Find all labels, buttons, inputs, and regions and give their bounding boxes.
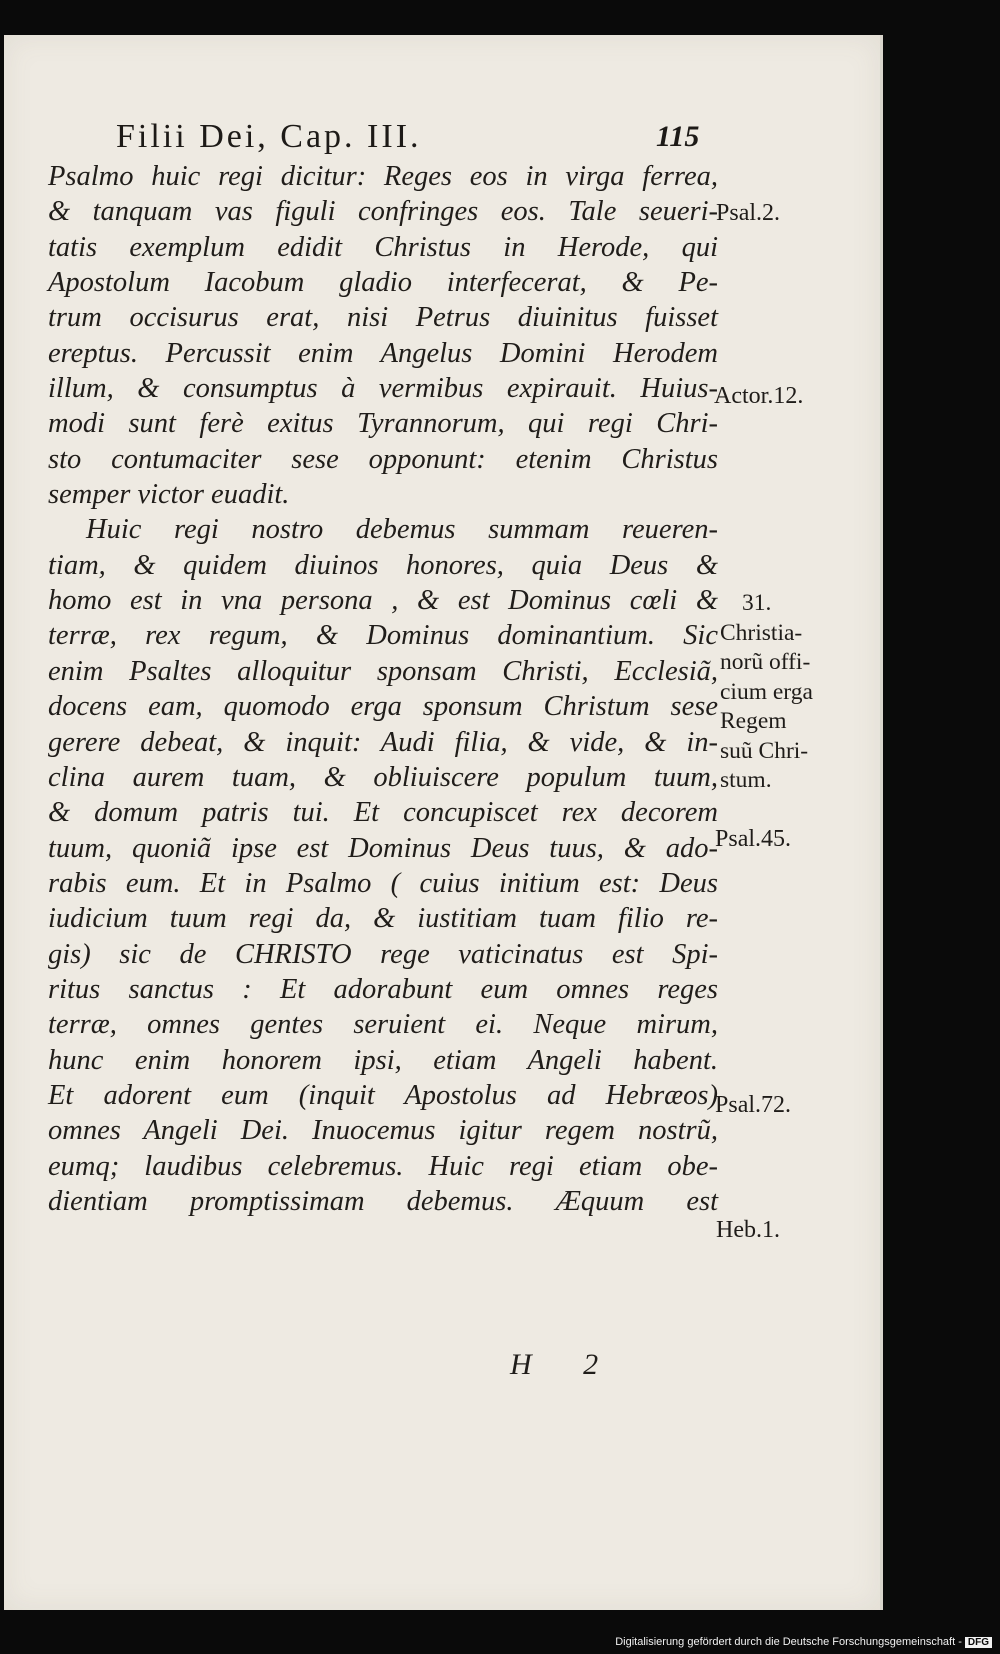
text-line: Apostolum Iacobum gladio interfecerat, & Pe-: [48, 267, 718, 299]
text-line: ereptus. Percussit enim Angelus Domini Herodem: [48, 337, 718, 369]
text-line: terræ, omnes gentes seruient ei. Neque mirum,: [48, 1009, 718, 1041]
text-line: dientiam promptissimam debemus. Æquum est: [48, 1185, 718, 1217]
text-line: sto contumaciter sese opponunt: etenim Christus: [48, 443, 718, 475]
text-line: enim Psaltes alloquitur sponsam Christi, Ecclesiã,: [48, 655, 718, 687]
margin-note-psal-45: Psal.45.: [715, 826, 792, 852]
text-line: terræ, rex regum, & Dominus dominantium. Sic: [48, 620, 718, 652]
margin-note-line: stum.: [720, 767, 772, 793]
margin-note-heb-1: Heb.1.: [716, 1217, 780, 1243]
margin-note-line: Christia-: [720, 619, 803, 646]
text-line: illum, & consumptus à vermibus expirauit. Huius-: [48, 373, 718, 405]
margin-note-line: Regem: [720, 708, 787, 734]
text-line: tatis exemplum edidit Christus in Herode, qui: [48, 231, 718, 263]
margin-note-line: suũ Chri-: [720, 737, 809, 764]
book-page: [4, 35, 883, 1610]
margin-note-psal-2: Psal.2.: [716, 200, 781, 226]
text-line: rabis eum. Et in Psalmo ( cuius initium est: Deus: [48, 867, 718, 899]
signature-mark: H 2: [510, 1348, 621, 1381]
text-line: gerere debeat, & inquit: Audi filia, & vide, & in-: [48, 726, 718, 758]
text-line: Psalmo huic regi dicitur: Reges eos in virga ferrea,: [48, 161, 718, 192]
text-line: Huic regi nostro debemus summam reueren-: [86, 514, 718, 546]
text-line: Et adorent eum (inquit Apostolus ad Hebræos): [48, 1079, 718, 1111]
margin-note-psal-72: Psal.72.: [715, 1092, 792, 1118]
text-line: trum occisurus erat, nisi Petrus diuinitus fuisset: [48, 302, 718, 334]
credit-text: Digitalisierung gefördert durch die Deutsche Forschungsgemeinschaft -: [615, 1636, 962, 1648]
margin-note-line: norũ offi-: [720, 649, 811, 675]
running-head: Filii Dei, Cap. III.: [116, 118, 422, 155]
margin-note-actor-12: Actor.12.: [714, 383, 804, 409]
text-line: gis) sic de CHRISTO rege vaticinatus est Spi-: [48, 938, 718, 970]
margin-note-line: 31.: [742, 590, 772, 616]
digitization-credit: [615, 1636, 992, 1648]
text-line: docens eam, quomodo erga sponsum Christum sese: [48, 691, 718, 723]
body-text: [48, 159, 718, 1219]
text-line: & domum patris tui. Et concupiscet rex decorem: [48, 797, 718, 829]
text-line: iudicium tuum regi da, & iustitiam tuam filio re-: [48, 903, 718, 935]
text-line: tuum, quoniã ipse est Dominus Deus tuus, & ado-: [48, 832, 718, 864]
page-number: 115: [656, 120, 700, 153]
text-line: hunc enim honorem ipsi, etiam Angeli habent.: [48, 1044, 718, 1076]
text-line: omnes Angeli Dei. Inuocemus igitur regem nostrũ,: [48, 1115, 718, 1147]
margin-note-line: cium erga: [720, 678, 813, 705]
text-line: semper victor euadit.: [48, 479, 290, 511]
dfg-logo: DFG: [965, 1637, 992, 1648]
text-line: tiam, & quidem diuinos honores, quia Deus &: [48, 549, 718, 581]
text-line: clina aurem tuam, & obliuiscere populum tuum,: [48, 761, 718, 793]
text-line: & tanquam vas figuli confringes eos. Tale seueri-: [48, 196, 718, 228]
text-line: ritus sanctus : Et adorabunt eum omnes reges: [48, 973, 718, 1005]
text-line: eumq; laudibus celebremus. Huic regi etiam obe-: [48, 1150, 718, 1182]
margin-note-section-31: [720, 589, 813, 796]
text-line: modi sunt ferè exitus Tyrannorum, qui regi Chri-: [48, 408, 718, 440]
text-line: homo est in vna persona , & est Dominus cœli &: [48, 585, 718, 617]
